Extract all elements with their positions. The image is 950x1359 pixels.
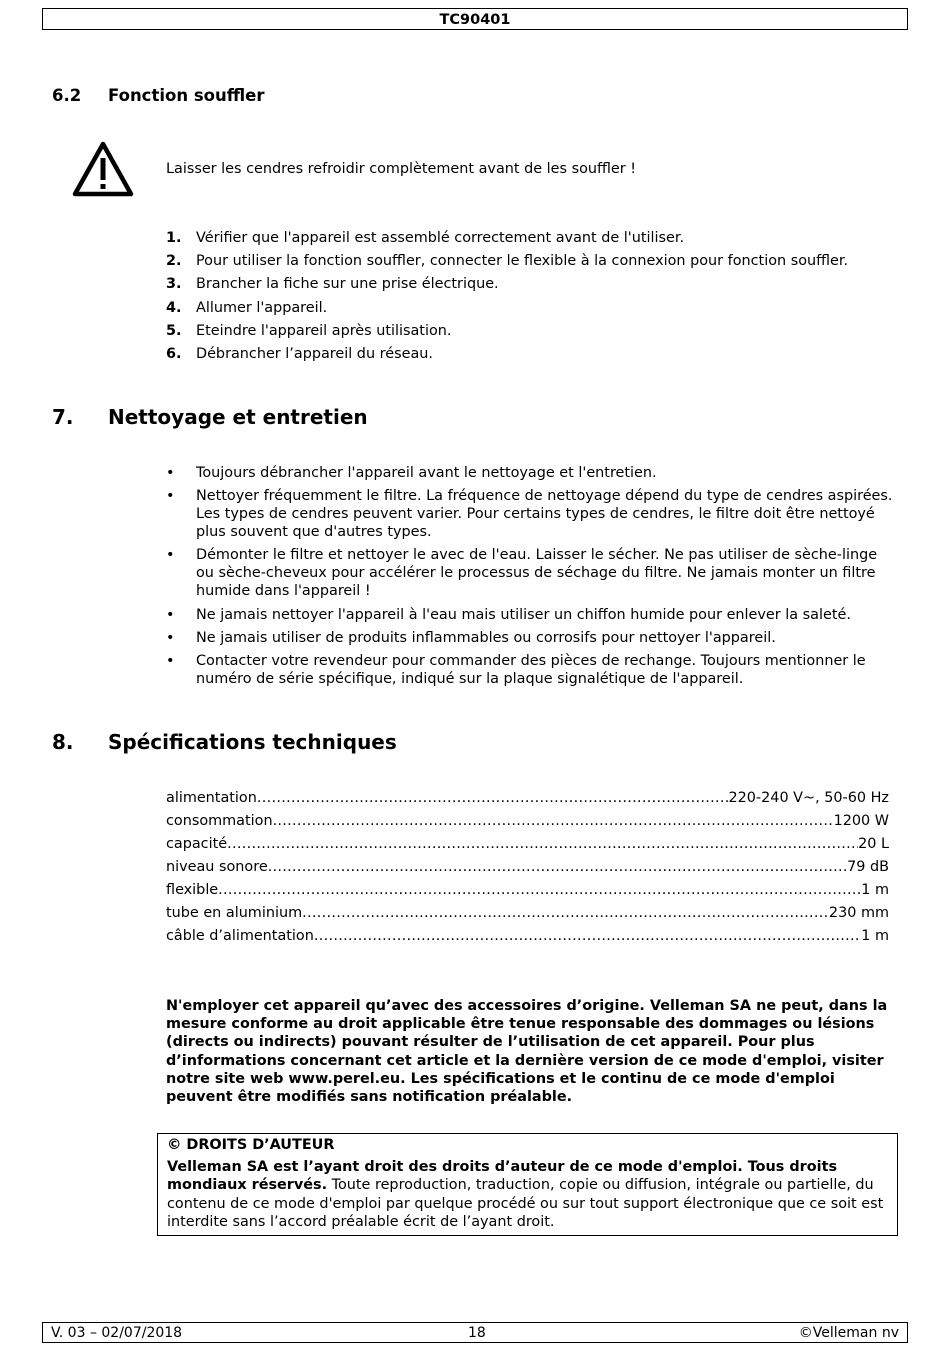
bullet-text: Ne jamais nettoyer l'appareil à l'eau mais utiliser un chiffon humide pour enlever la saleté. bbox=[196, 607, 851, 623]
list-item bbox=[166, 344, 433, 364]
bullet-text: Ne jamais utiliser de produits inflammables ou corrosifs pour nettoyer l'appareil. bbox=[196, 630, 776, 646]
spec-row bbox=[166, 857, 889, 877]
section-8-number: 8. bbox=[52, 730, 74, 754]
section-7-title: Nettoyage et entretien bbox=[108, 405, 368, 429]
bullet-text: Nettoyer fréquemment le filtre. La fréquence de nettoyage dépend du type de cendres aspirées. Les types de cendres peuvent varier. Pour certains types de cendres, le filtre doit être nettoyé plus souvent que d'autres types. bbox=[196, 488, 893, 540]
dot-leader bbox=[314, 926, 861, 946]
spec-value: 1 m bbox=[861, 928, 889, 944]
step-number: 5. bbox=[166, 323, 182, 339]
spec-row bbox=[166, 903, 889, 923]
spec-row bbox=[166, 834, 889, 854]
section-6-2-title: Fonction souffler bbox=[108, 86, 265, 105]
spec-label: alimentation bbox=[166, 790, 257, 806]
dot-leader bbox=[218, 880, 861, 900]
step-text: Allumer l'appareil. bbox=[196, 300, 328, 316]
bullet-dot: • bbox=[166, 488, 175, 504]
spec-label: niveau sonore bbox=[166, 859, 268, 875]
warning-text: Laisser les cendres refroidir complètement avant de les souffler ! bbox=[166, 161, 637, 177]
copyright-body bbox=[167, 1158, 887, 1231]
step-text: Vérifier que l'appareil est assemblé correctement avant de l'utiliser. bbox=[196, 230, 685, 246]
step-number: 2. bbox=[166, 253, 182, 269]
step-number: 1. bbox=[166, 230, 182, 246]
step-number: 4. bbox=[166, 300, 182, 316]
spec-label: câble d’alimentation bbox=[166, 928, 314, 944]
section-8-title: Spécifications techniques bbox=[108, 730, 397, 754]
spec-row bbox=[166, 811, 889, 831]
copyright-bold-text: Velleman SA est l’ayant droit des droits d’auteur de ce mode d'emploi. Tous droits mondiaux réservés. bbox=[167, 1159, 838, 1194]
bullet-text: Toujours débrancher l'appareil avant le nettoyage et l'entretien. bbox=[196, 465, 657, 481]
spec-label: consommation bbox=[166, 813, 273, 829]
dot-leader bbox=[257, 788, 729, 808]
step-text: Brancher la fiche sur une prise électrique. bbox=[196, 276, 499, 292]
footer-brand: ©Velleman nv bbox=[798, 1325, 899, 1341]
step-number: 3. bbox=[166, 276, 182, 292]
list-item bbox=[166, 298, 327, 318]
spec-label: tube en aluminium bbox=[166, 905, 303, 921]
header-model: TC90401 bbox=[42, 8, 908, 30]
bullet-dot: • bbox=[166, 547, 175, 563]
dot-leader bbox=[227, 834, 858, 854]
warning-triangle-icon bbox=[72, 141, 134, 197]
spec-row bbox=[166, 788, 889, 808]
dot-leader bbox=[273, 811, 834, 831]
dot-leader bbox=[268, 857, 847, 877]
spec-value: 20 L bbox=[858, 836, 889, 852]
bullet-dot: • bbox=[166, 607, 175, 623]
page-number: 18 bbox=[468, 1325, 486, 1341]
spec-label: capacité bbox=[166, 836, 228, 852]
list-item bbox=[166, 274, 499, 294]
bullet-text: Démonter le filtre et nettoyer le avec de l'eau. Laisser le sécher. Ne pas utiliser de sèche-linge ou sèche-cheveux pour accélérer le processus de séchage du filtre. Ne jamais monter un filtre humide dans l'appareil ! bbox=[196, 547, 878, 599]
list-item bbox=[166, 228, 684, 248]
step-number: 6. bbox=[166, 346, 182, 362]
step-text: Pour utiliser la fonction souffler, connecter le flexible à la connexion pour fonction souffler. bbox=[196, 253, 849, 269]
step-text: Débrancher l’appareil du réseau. bbox=[196, 346, 433, 362]
list-item bbox=[166, 321, 451, 341]
list-item bbox=[166, 251, 848, 271]
footer-version: V. 03 – 02/07/2018 bbox=[51, 1325, 183, 1341]
bullet-text: Contacter votre revendeur pour commander des pièces de rechange. Toujours mentionner le numéro de série spécifique, indiqué sur la plaque signalétique de l'appareil. bbox=[196, 653, 866, 687]
copyright-normal-text: Toute reproduction, traduction, copie ou diffusion, intégrale ou partielle, du contenu de ce mode d'emploi par quelque procédé ou sur tout support électronique que ce soit est interdite sans l’accord préalable écrit de l’ayant droit. bbox=[167, 1177, 884, 1230]
spec-value: 230 mm bbox=[828, 905, 889, 921]
spec-value: 79 dB bbox=[847, 859, 889, 875]
section-7-number: 7. bbox=[52, 405, 74, 429]
copyright-heading: © DROITS D’AUTEUR bbox=[167, 1137, 335, 1153]
spec-value: 1 m bbox=[861, 882, 889, 898]
dot-leader bbox=[302, 903, 829, 923]
spec-value: 1200 W bbox=[833, 813, 889, 829]
spec-value: 220-240 V~, 50-60 Hz bbox=[728, 790, 889, 806]
bullet-dot: • bbox=[166, 465, 175, 481]
bullet-dot: • bbox=[166, 653, 175, 669]
footer bbox=[42, 1322, 908, 1343]
disclaimer-notice: N'employer cet appareil qu’avec des accessoires d’origine. Velleman SA ne peut, dans la mesure conforme au droit applicable être tenue responsable des dommages ou lésions (directs ou indirects) pouvant résulter de l’utilisation de cet appareil. Pour plus d’informations concernant cet article et la dernière version de ce mode d'emploi, visiter notre site web www.perel.eu. Les spécifications et le continu de ce mode d'emploi peuvent être modifiés sans notification préalable. bbox=[166, 998, 888, 1106]
spec-row bbox=[166, 926, 889, 946]
step-text: Eteindre l'appareil après utilisation. bbox=[196, 323, 452, 339]
bullet-dot: • bbox=[166, 630, 175, 646]
section-6-2-number: 6.2 bbox=[52, 86, 82, 105]
spec-row bbox=[166, 880, 889, 900]
spec-label: flexible bbox=[166, 882, 219, 898]
copyright-box bbox=[157, 1133, 898, 1236]
